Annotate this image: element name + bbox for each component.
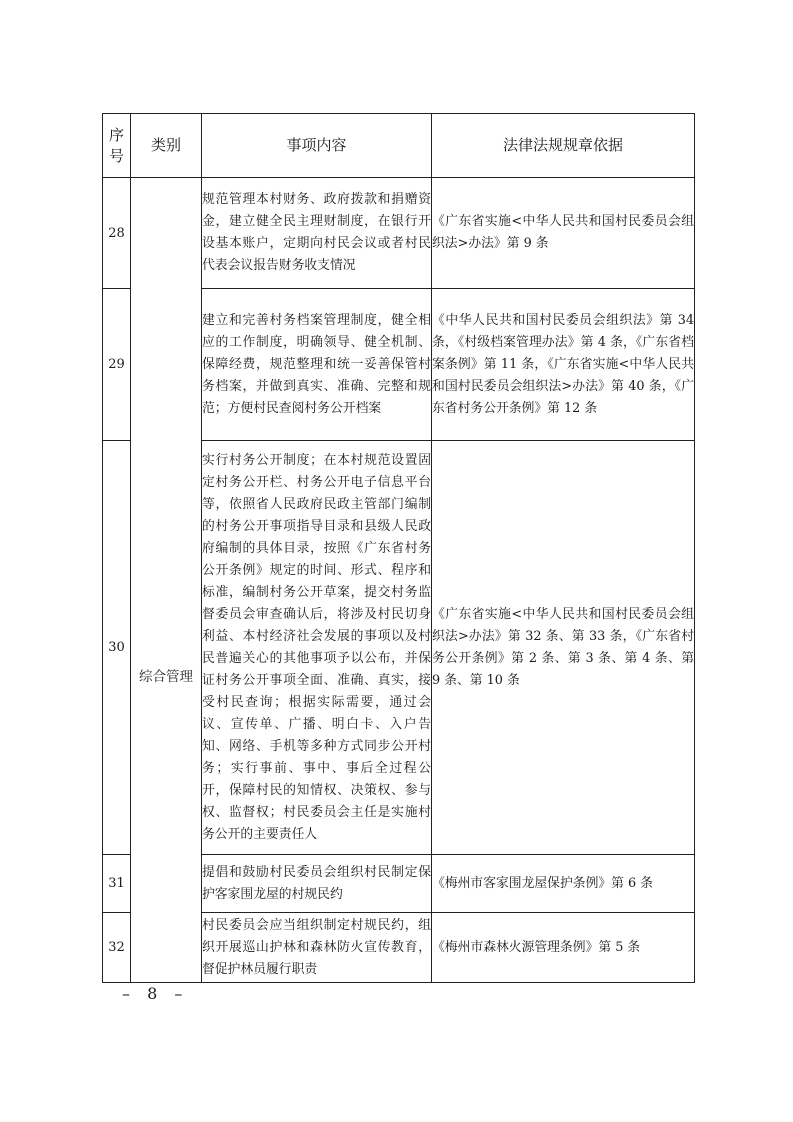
row-number: 29 [103,289,131,441]
row-content: 提倡和鼓励村民委员会组织村民制定保护客家围龙屋的村规民约 [202,855,432,913]
header-law: 法律法规规章依据 [432,114,695,178]
page-number: – 8 – [122,984,189,1003]
row-law: 《梅州市森林火源管理条例》第 5 条 [432,913,695,983]
row-number: 28 [103,178,131,289]
table-header-row [103,114,695,178]
header-content: 事项内容 [202,114,432,178]
row-number: 32 [103,913,131,983]
row-law: 《中华人民共和国村民委员会组织法》第 34 条，《村级档案管理办法》第 4 条，《广东省档案条例》第 11 条，《广东省实施<中华人民共和国村民委员会组织法>办法》第 40 条，《广东省村务公开条例》第 12 条 [432,289,695,441]
table-row [103,178,695,289]
category-cell: 综合管理 [131,178,202,983]
header-category: 类别 [131,114,202,178]
row-content: 建立和完善村务档案管理制度，健全相应的工作制度，明确领导、健全机制、保障经费，规范整理和统一妥善保管村务档案，并做到真实、准确、完整和规范；方便村民查阅村务公开档案 [202,289,432,441]
row-law: 《广东省实施<中华人民共和国村民委员会组织法>办法》第 9 条 [432,178,695,289]
row-content: 规范管理本村财务、政府拨款和捐赠资金，建立健全民主理财制度，在银行开设基本账户，定期向村民会议或者村民代表会议报告财务收支情况 [202,178,432,289]
row-content: 村民委员会应当组织制定村规民约，组织开展巡山护林和森林防火宣传教育，督促护林员履行职责 [202,913,432,983]
row-law: 《广东省实施<中华人民共和国村民委员会组织法>办法》第 32 条、第 33 条，《广东省村务公开条例》第 2 条、第 3 条、第 4 条、第 9 条、第 10 条 [432,441,695,855]
row-content: 实行村务公开制度；在本村规范设置固定村务公开栏、村务公开电子信息平台等，依照省人民政府民政主管部门编制的村务公开事项指导目录和县级人民政府编制的具体目录，按照《广东省村务公开条例》规定的时间、形式、程序和标准，编制村务公开草案，提交村务监督委员会审查确认后，将涉及村民切身利益、本村经济社会发展的事项以及村民普遍关心的其他事项予以公布，并保证村务公开事项全面、准确、真实，接受村民查询；根据实际需要，通过会议、宣传单、广播、明白卡、入户告知、网络、手机等多种方式同步公开村务；实行事前、事中、事后全过程公开，保障村民的知情权、决策权、参与权、监督权；村民委员会主任是实施村务公开的主要责任人 [202,441,432,855]
row-number: 31 [103,855,131,913]
row-number: 30 [103,441,131,855]
header-seq: 序号 [103,114,131,178]
row-law: 《梅州市客家围龙屋保护条例》第 6 条 [432,855,695,913]
regulation-table [102,113,695,983]
